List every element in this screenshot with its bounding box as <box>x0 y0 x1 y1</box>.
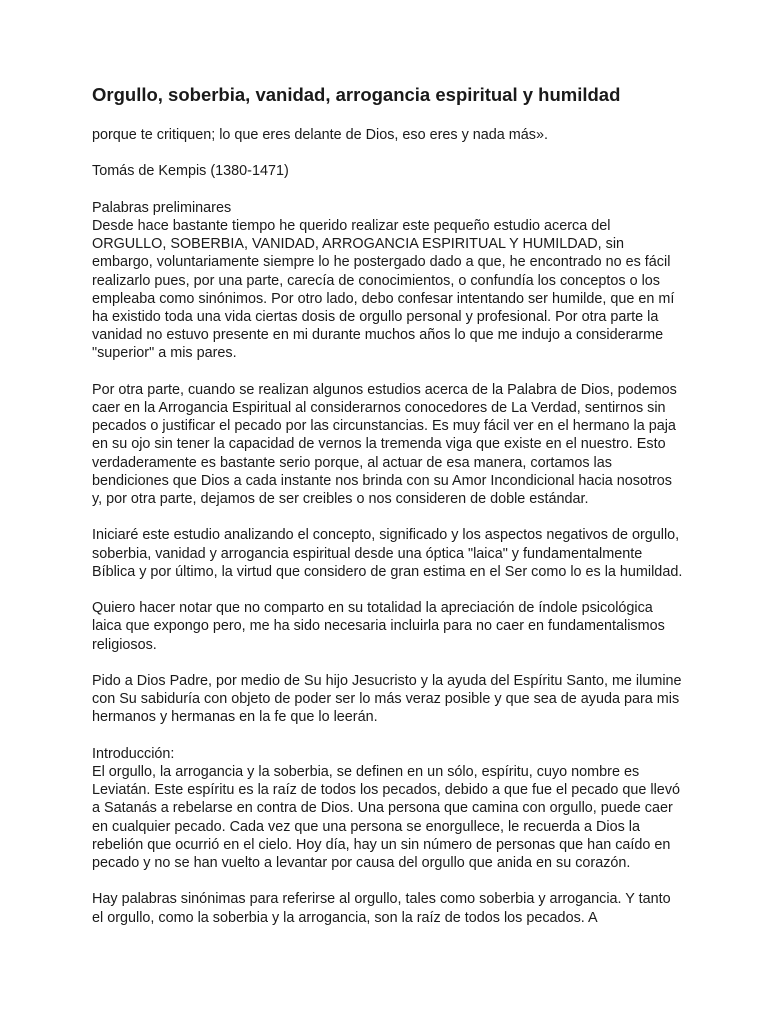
text-line: caer en la Arrogancia Espiritual al considerarnos conocedores de La Verdad, sentirnos sin <box>92 400 666 416</box>
paragraph <box>92 199 682 363</box>
text-line: El orgullo, la arrogancia y la soberbia, se definen en un sólo, espíritu, cuyo nombre es <box>92 764 640 780</box>
text-line: en su ojo sin tener la capacidad de vernos la tremenda viga que existe en el nuestro. Esto <box>92 436 666 453</box>
text-line: Iniciaré este estudio analizando el concepto, significado y los aspectos negativos de orgullo, <box>92 527 680 544</box>
text-line: con Su sabiduría con objeto de poder ser lo más veraz posible y que sea de ayuda para mis <box>92 691 680 708</box>
text-line: rebelión que ocurrió en el cielo. Hoy día, hay un sin número de personas que han caído en <box>92 836 671 853</box>
text-line: vanidad no estuvo presente en mi durante muchos años lo que me indujo a considerarme <box>92 327 664 344</box>
document-body <box>92 126 682 927</box>
text-line: Bíblica y por último, la virtud que considero de gran estima en el Ser como lo es la humildad. <box>92 563 683 580</box>
text-line: laica que expongo pero, me ha sido necesaria incluirla para no caer en fundamentalismos <box>92 618 665 635</box>
paragraph <box>92 745 682 872</box>
paragraph <box>92 126 682 144</box>
document-title: Orgullo, soberbia, vanidad, arrogancia espiritual y humildad <box>92 84 621 105</box>
paragraph <box>92 381 682 508</box>
text-line: a Satanás a rebelarse en contra de Dios. Una persona que camina con orgullo, puede caer <box>92 800 673 817</box>
paragraph <box>92 526 682 581</box>
text-line: verdaderamente es bastante serio porque, al actuar de esa manera, cortamos las <box>92 454 612 471</box>
text-line: religiosos. <box>92 636 157 653</box>
text-line: bendiciones que Dios a cada instante nos brinda con su Amor Incondicional hacia nosotros <box>92 472 672 489</box>
text-line: ha existido toda una vida ciertas dosis de orgullo personal y profesional. Por otra parte la <box>92 309 659 325</box>
text-line: pecado y no se han vuelto a levantar por causa del orgullo que anida en su corazón. <box>92 855 631 872</box>
text-line: Desde hace bastante tiempo he querido realizar este pequeño estudio acerca del <box>92 217 611 234</box>
text-line: y, por otra parte, dejamos de ser creibles o nos consideren de doble estándar. <box>92 491 589 508</box>
text-line: ORGULLO, SOBERBIA, VANIDAD, ARROGANCIA ESPIRITUAL Y HUMILDAD, sin <box>92 236 625 253</box>
paragraph <box>92 599 682 654</box>
text-line: Por otra parte, cuando se realizan algunos estudios acerca de la Palabra de Dios, podemos <box>92 381 677 398</box>
document-page <box>92 84 682 945</box>
text-line: Tomás de Kempis (1380-1471) <box>92 163 289 180</box>
text-line: Hay palabras sinónimas para referirse al orgullo, tales como soberbia y arrogancia. Y tanto <box>92 891 671 908</box>
text-line: en cualquier pecado. Cada vez que una persona se enorgullece, le recuerda a Dios la <box>92 818 641 835</box>
text-line: realizarlo pues, por una parte, carecía de conocimientos, o confundía los conceptos o los <box>92 272 660 289</box>
text-line: el orgullo, como la soberbia y la arrogancia, son la raíz de todos los pecados. A <box>92 909 598 926</box>
text-line: Quiero hacer notar que no comparto en su totalidad la apreciación de índole psicológica <box>92 600 653 617</box>
paragraph <box>92 890 682 926</box>
text-line: Palabras preliminares <box>92 199 232 216</box>
text-line: Introducción: <box>92 745 175 762</box>
text-line: pecados o justificar el pecado por las circunstancias. Es muy fácil ver en el hermano la paja <box>92 418 676 435</box>
text-line: Leviatán. Este espíritu es la raíz de todos los pecados, debido a que fue el pecado que llevó <box>92 782 681 799</box>
paragraph <box>92 672 682 727</box>
text-line: hermanos y hermanas en la fe que lo leerán. <box>92 709 378 726</box>
text-line: soberbia, vanidad y arrogancia espiritual desde una óptica "laica" y fundamentalmente <box>92 545 643 562</box>
text-line: Pido a Dios Padre, por medio de Su hijo Jesucristo y la ayuda del Espíritu Santo, me ilumine <box>92 673 682 689</box>
paragraph <box>92 162 682 180</box>
text-line: empleaba como sinónimos. Por otro lado, debo confesar intentando ser humilde, que en mí <box>92 290 675 307</box>
text-line: "superior" a mis pares. <box>92 345 237 362</box>
text-line: embargo, voluntariamente siempre lo he postergado dado a que, he encontrado no es fácil <box>92 254 671 271</box>
text-line: porque te critiquen; lo que eres delante de Dios, eso eres y nada más». <box>92 127 548 143</box>
